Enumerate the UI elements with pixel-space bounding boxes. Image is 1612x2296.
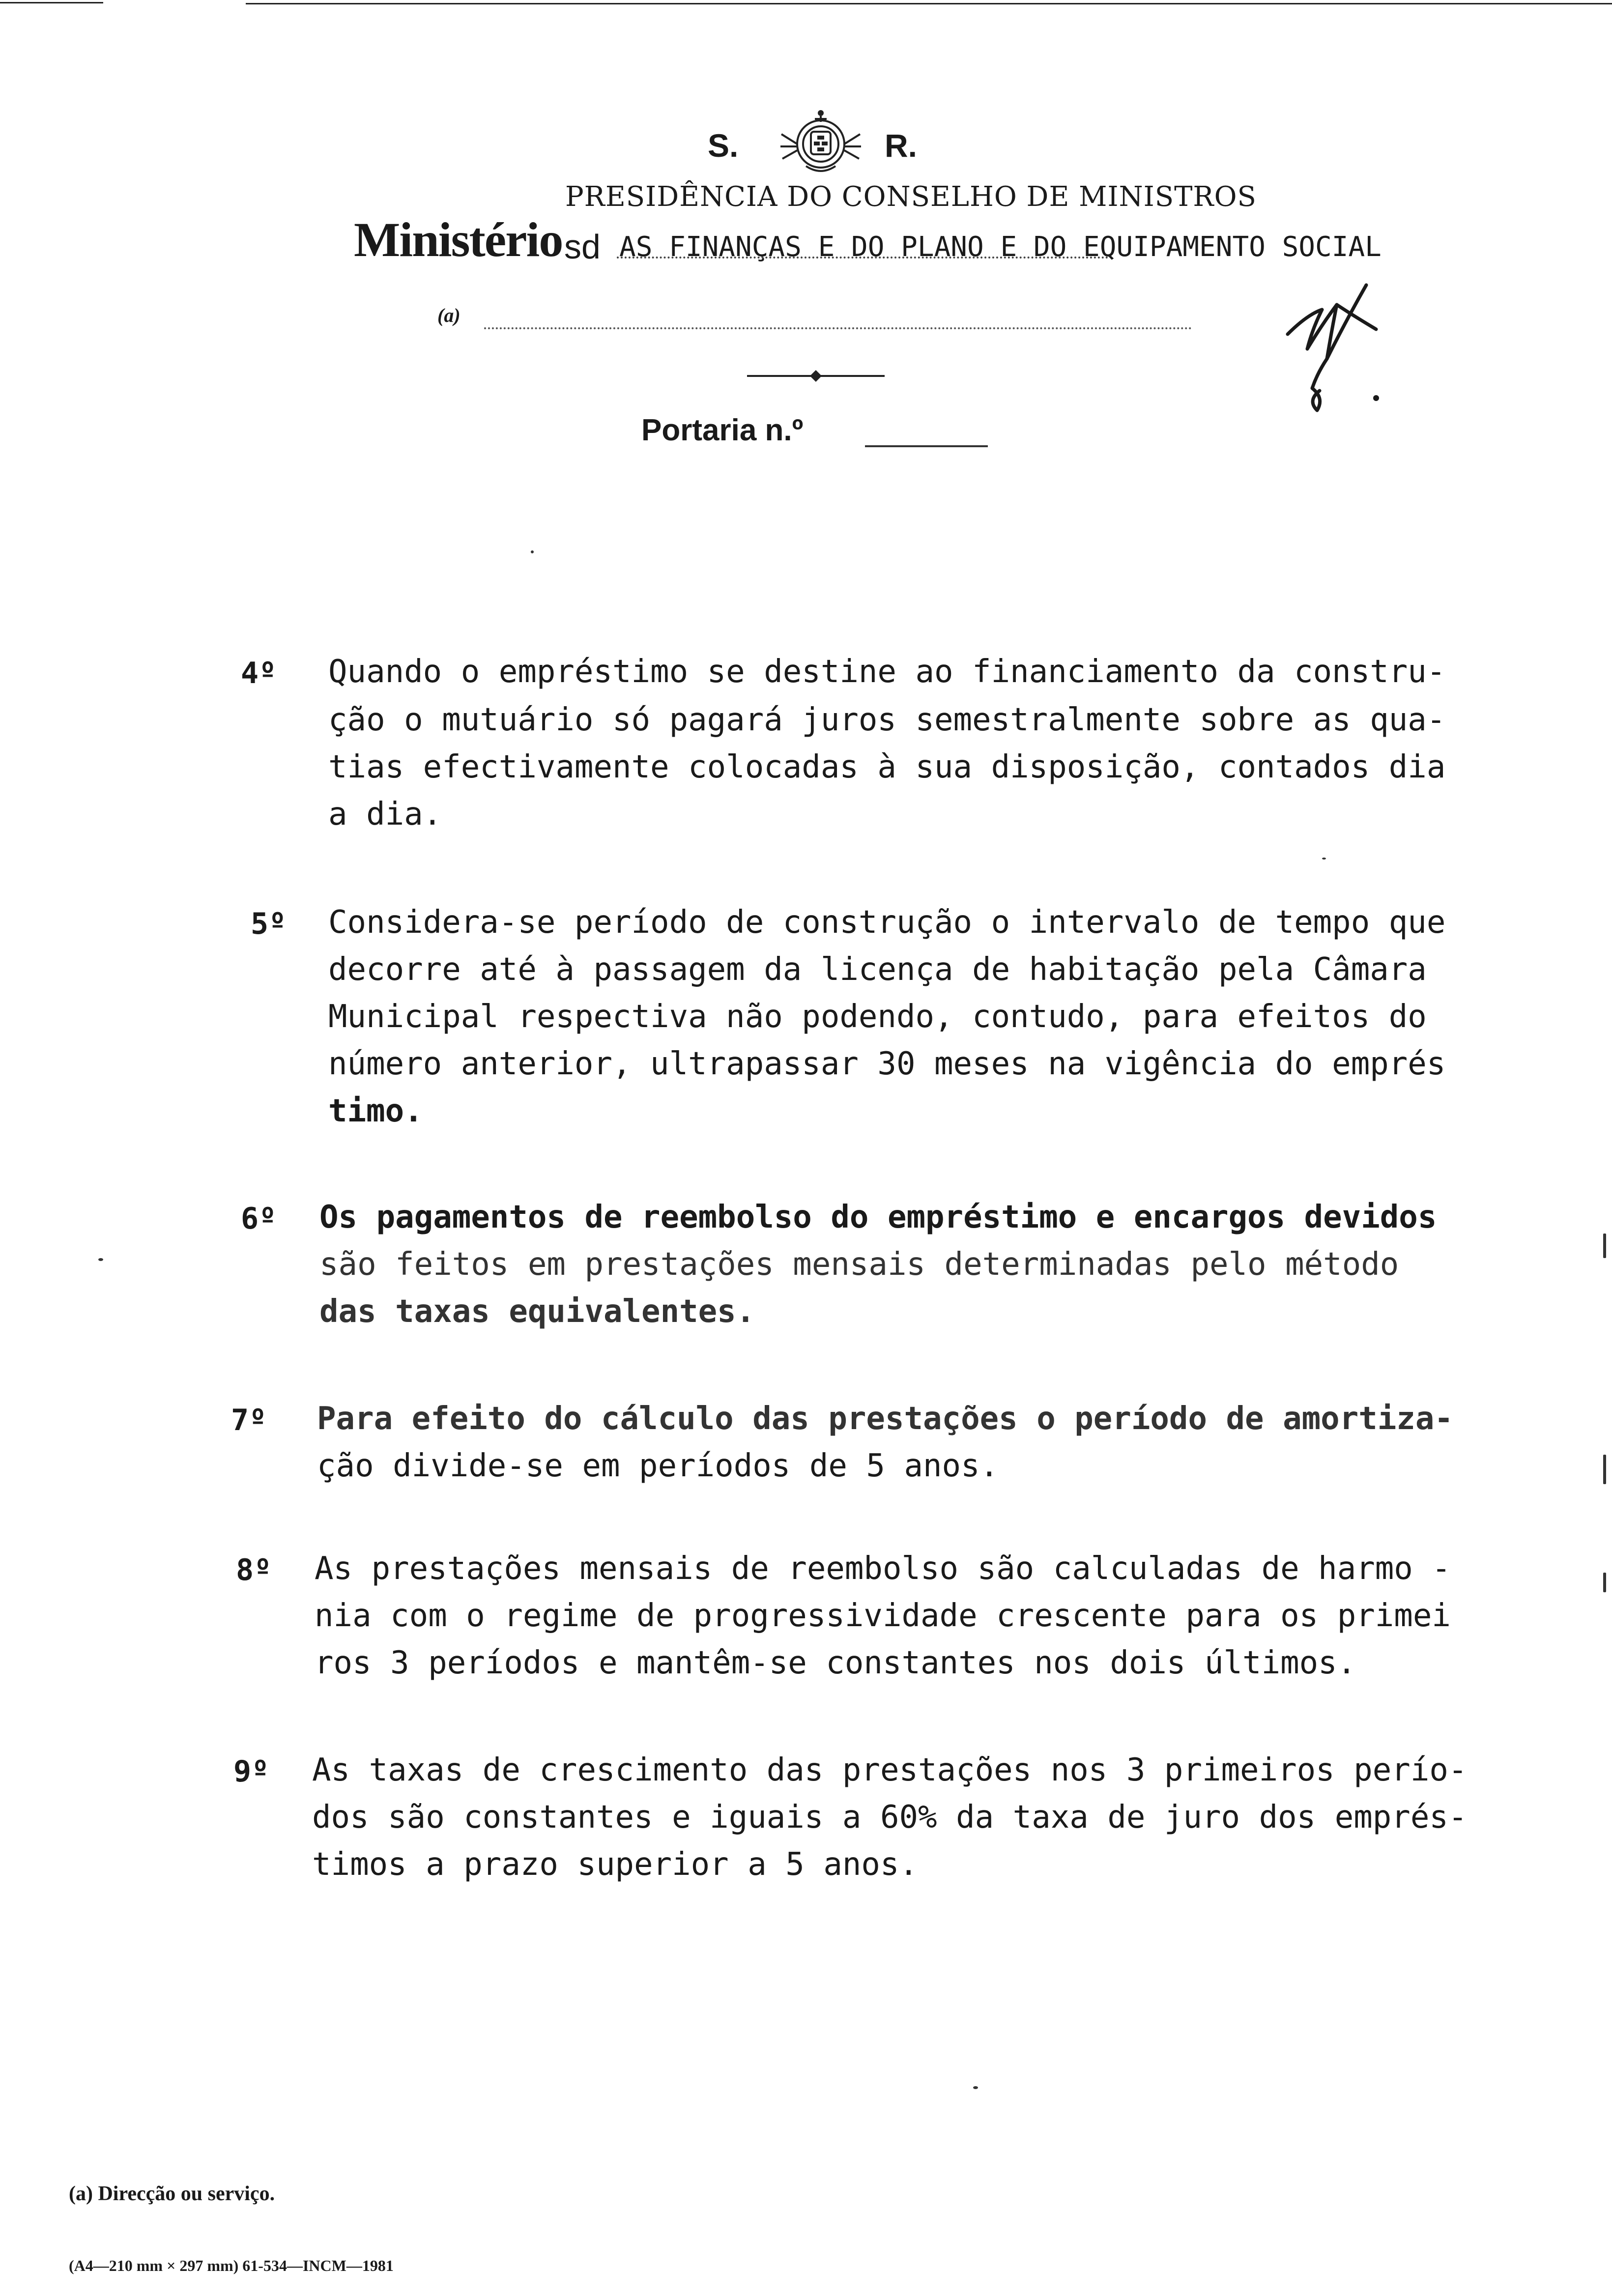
clause-item xyxy=(241,1199,1538,1349)
clause-line: Municipal respectiva não podendo, contudo, para efeitos do xyxy=(328,999,1427,1035)
service-field-dot-leader xyxy=(484,327,1192,329)
ministerio-prefix: sd xyxy=(564,228,601,266)
top-edge-rule-left xyxy=(0,2,103,3)
clause-number: 5º xyxy=(251,907,287,941)
scan-speck xyxy=(973,2086,978,2089)
sr-left-letter: S. xyxy=(708,127,739,164)
scan-speck xyxy=(98,1258,103,1261)
clause-line: tias efectivamente colocadas à sua disposição, contados dia xyxy=(328,749,1446,785)
ministerio-label: Ministério xyxy=(354,212,563,267)
clause-line: a dia. xyxy=(328,796,442,832)
clause-line: As prestações mensais de reembolso são calculadas de harmo - xyxy=(315,1550,1451,1587)
footnote: (a) Direcção ou serviço. xyxy=(69,2182,275,2205)
clause-line: número anterior, ultrapassar 30 meses na vigência do emprés xyxy=(328,1046,1446,1082)
clause-line: As taxas de crescimento das prestações nos 3 primeiros perío- xyxy=(312,1752,1468,1788)
scan-speck xyxy=(531,550,534,553)
presidencia-heading: PRESIDÊNCIA DO CONSELHO DE MINISTROS xyxy=(565,181,1257,213)
scan-speck xyxy=(1603,1455,1606,1484)
clause-line: nia com o regime de progressividade crescente para os primei xyxy=(315,1598,1451,1634)
scan-speck xyxy=(1603,1234,1606,1258)
portaria-number-line xyxy=(865,445,988,447)
clause-number: 9º xyxy=(233,1754,269,1789)
service-field-label: (a) xyxy=(437,304,461,326)
ministerio-name: AS FINANÇAS E DO PLANO E DO EQUIPAMENTO SOCIAL xyxy=(619,231,1382,263)
clause-line: timo. xyxy=(328,1093,423,1129)
clause-line: ção divide-se em períodos de 5 anos. xyxy=(317,1448,999,1484)
coat-of-arms-icon xyxy=(772,107,870,181)
clause-line: das taxas equivalentes. xyxy=(319,1293,755,1330)
clause-line: ros 3 períodos e mantêm-se constantes nos dois últimos. xyxy=(315,1645,1356,1681)
clause-item xyxy=(241,656,1538,843)
print-imprint: (A4—210 mm × 297 mm) 61-534—INCM—1981 xyxy=(69,2257,394,2274)
clause-item xyxy=(231,1403,1538,1501)
scan-speck xyxy=(1322,858,1326,860)
clause-line: ção o mutuário só pagará juros semestralmente sobre as qua- xyxy=(328,702,1446,738)
clause-number: 8º xyxy=(236,1553,272,1587)
clause-line: timos a prazo superior a 5 anos. xyxy=(312,1846,918,1883)
ornament-divider-icon xyxy=(742,369,890,383)
sr-right-letter: R. xyxy=(885,127,917,164)
clause-item xyxy=(236,1550,1538,1700)
clause-line: são feitos em prestações mensais determinadas pelo método xyxy=(319,1246,1399,1283)
portaria-label: Portaria n.º xyxy=(641,413,804,447)
clause-number: 7º xyxy=(231,1403,267,1437)
clause-item xyxy=(251,904,1538,1143)
ministerio-dot-leader xyxy=(617,257,1108,258)
clause-line: Para efeito do cálculo das prestações o período de amortiza- xyxy=(317,1401,1453,1437)
clause-number: 4º xyxy=(241,656,277,690)
clause-item xyxy=(233,1754,1538,1902)
clause-number: 6º xyxy=(241,1202,277,1236)
clause-line: Quando o empréstimo se destine ao financiamento da constru- xyxy=(328,654,1446,690)
handwritten-initials-icon xyxy=(1278,275,1406,423)
republic-heading xyxy=(688,107,963,181)
clause-line: Considera-se período de construção o intervalo de tempo que xyxy=(328,904,1446,941)
top-edge-rule xyxy=(246,3,1612,4)
clause-line: Os pagamentos de reembolso do empréstimo e encargos devidos xyxy=(319,1199,1437,1235)
clause-line: dos são constantes e iguais a 60% da taxa de juro dos emprés- xyxy=(312,1799,1468,1836)
clause-line: decorre até à passagem da licença de habitação pela Câmara xyxy=(328,951,1427,988)
scan-speck xyxy=(1603,1573,1606,1592)
